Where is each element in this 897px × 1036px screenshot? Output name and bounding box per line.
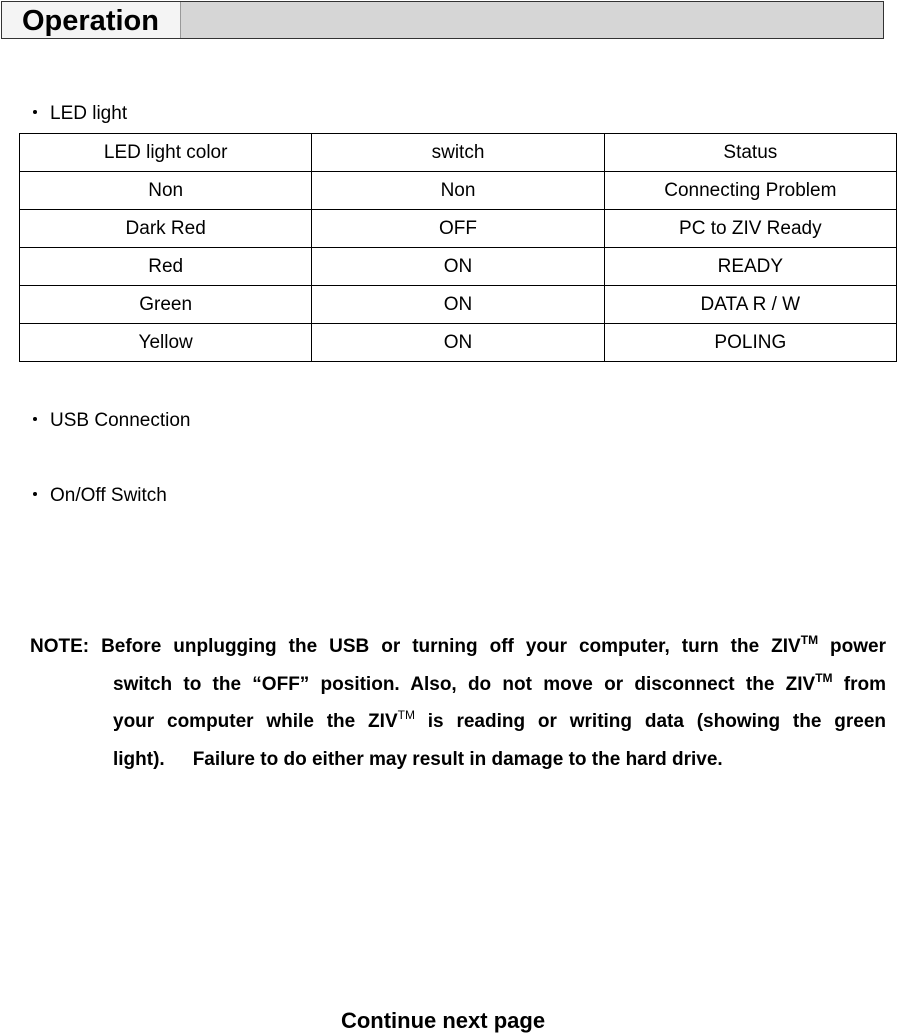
table-header-cell: Status (604, 134, 896, 172)
section-header-bar (1, 1, 884, 39)
table-row (20, 248, 897, 286)
note-text: from (832, 673, 887, 695)
bullet-usb-connection (33, 410, 190, 432)
table-header-row (20, 134, 897, 172)
bullet-icon (33, 417, 37, 421)
note-text: light). (113, 748, 165, 770)
bullet-label: On/Off Switch (50, 485, 167, 506)
bullet-on-off-switch (33, 485, 167, 507)
table-cell: Non (312, 172, 604, 210)
note-line (30, 703, 886, 741)
note-text: is reading or writing data (showing the green (414, 711, 887, 732)
table-cell: Yellow (20, 324, 312, 362)
bullet-icon (33, 492, 37, 496)
trademark-mark: TM (815, 670, 833, 685)
table-cell: ON (312, 286, 604, 324)
trademark-mark: TM (800, 633, 819, 647)
table-row (20, 210, 897, 248)
table-cell: Non (20, 172, 312, 210)
table-row (20, 324, 897, 362)
table-row (20, 172, 897, 210)
section-title: Operation (2, 2, 181, 38)
bullet-led-light (33, 103, 127, 125)
note-text: your computer while the ZIV (113, 711, 398, 732)
note-line (30, 741, 886, 779)
table-cell: PC to ZIV Ready (604, 210, 896, 248)
bullet-icon (33, 110, 37, 114)
trademark-mark: TM (397, 708, 415, 722)
note-line (30, 628, 886, 666)
bullet-label: LED light (50, 103, 128, 124)
table-cell: Dark Red (20, 210, 312, 248)
table-header-cell: LED light color (20, 134, 312, 172)
note-text: NOTE: Before unplugging the USB or turning off your computer, turn the ZIV (30, 636, 801, 657)
note-text: switch to the “OFF” position. Also, do not move or disconnect the ZIV (113, 673, 816, 695)
table-cell: OFF (312, 210, 604, 248)
table-cell: Connecting Problem (604, 172, 896, 210)
table-cell: READY (604, 248, 896, 286)
note-line (30, 666, 886, 704)
table-cell: Red (20, 248, 312, 286)
table-cell: ON (312, 324, 604, 362)
led-status-table (19, 133, 897, 362)
note-paragraph (30, 628, 886, 778)
bullet-label: USB Connection (50, 410, 191, 431)
table-row (20, 286, 897, 324)
table-cell: POLING (604, 324, 896, 362)
table-cell: ON (312, 248, 604, 286)
continue-next-page-label: Continue next page (340, 1008, 546, 1033)
table-header-cell: switch (312, 134, 604, 172)
note-text: power (818, 636, 886, 657)
table-cell: DATA R / W (604, 286, 896, 324)
table-cell: Green (20, 286, 312, 324)
note-text: Failure to do either may result in damage to the hard drive. (192, 748, 723, 770)
